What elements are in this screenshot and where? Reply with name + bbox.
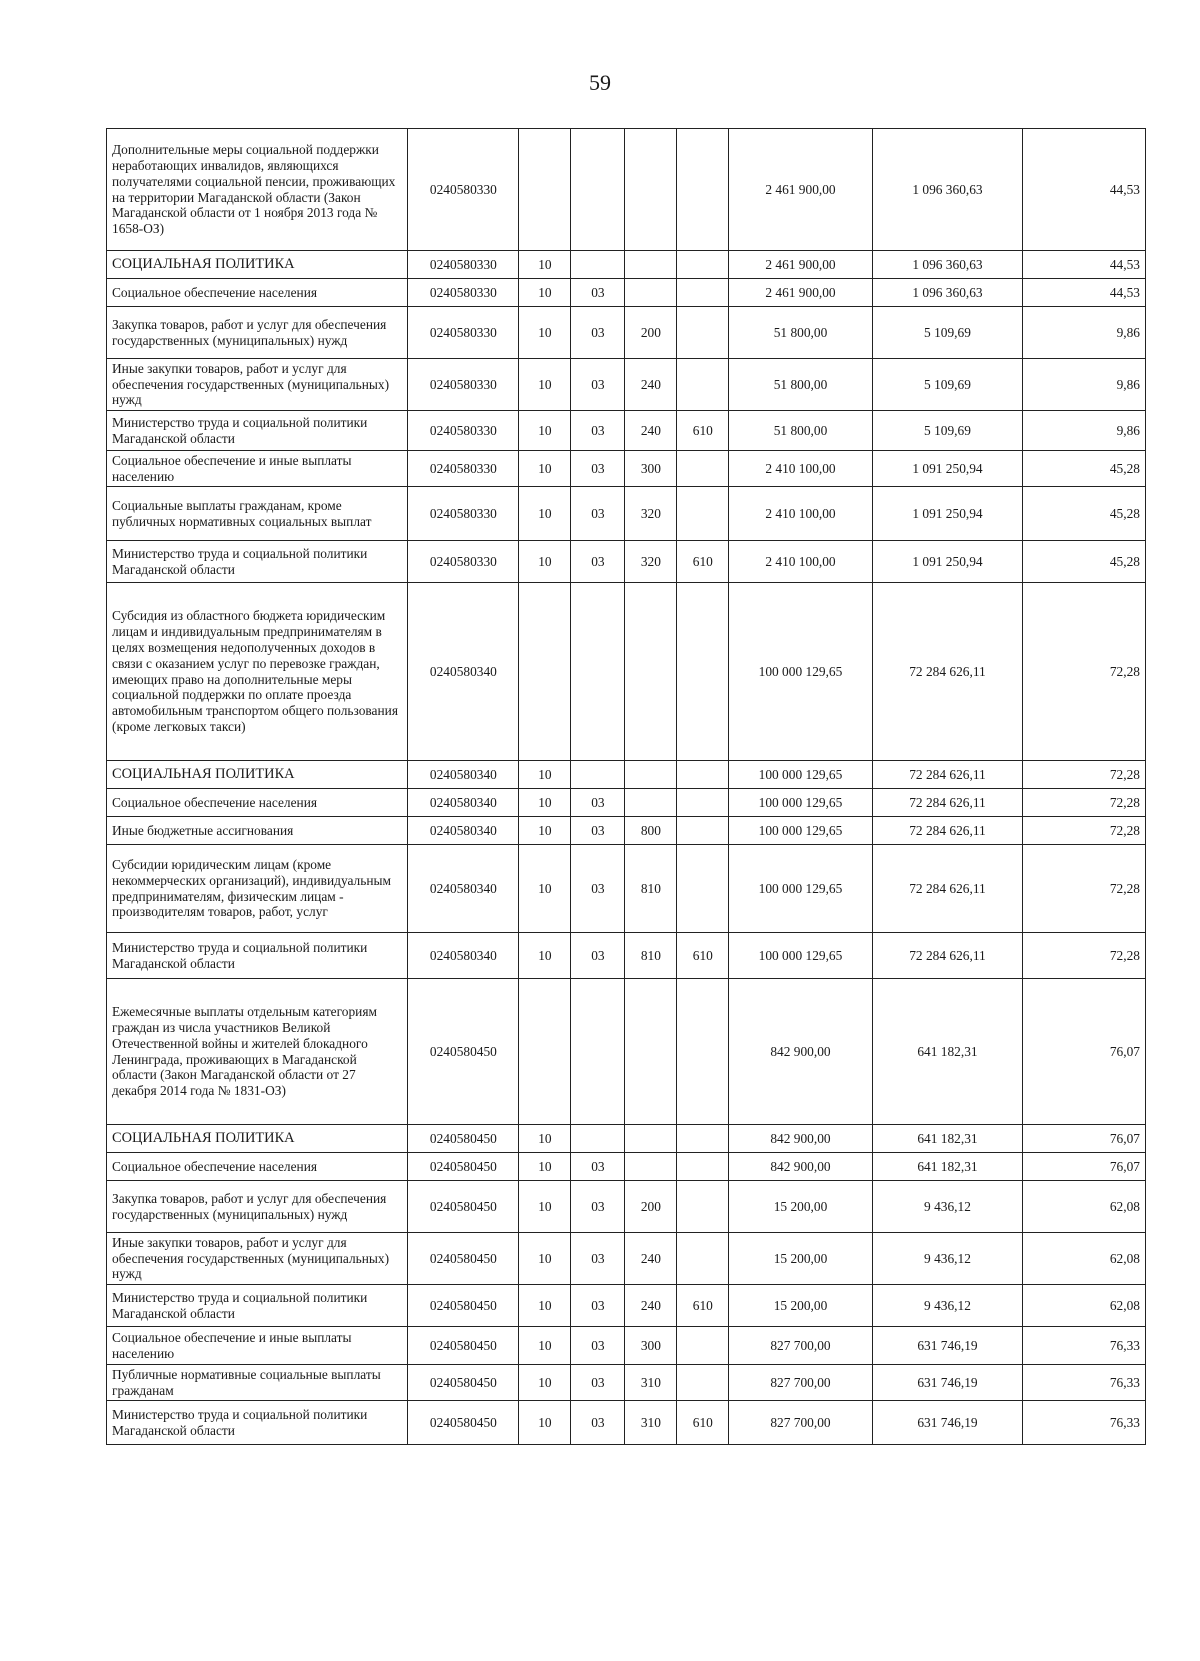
row-name: СОЦИАЛЬНАЯ ПОЛИТИКА	[107, 251, 408, 279]
table-row	[107, 789, 1146, 817]
execution-percent: 72,28	[1023, 845, 1146, 933]
executed-amount: 1 096 360,63	[872, 129, 1023, 251]
row-name: Ежемесячные выплаты отдельным категориям граждан из числа участников Великой Отечественной войны и жителей блокадного Ленинграда, проживающих в Магаданской области (Закон Магаданской области от 27 декабря 2014 года № 1831-ОЗ)	[107, 979, 408, 1125]
table-row	[107, 1401, 1146, 1445]
row-name: Иные бюджетные ассигнования	[107, 817, 408, 845]
execution-percent: 62,08	[1023, 1285, 1146, 1327]
row-name: Социальное обеспечение и иные выплаты населению	[107, 1327, 408, 1365]
planned-amount: 842 900,00	[729, 979, 872, 1125]
planned-amount: 100 000 129,65	[729, 761, 872, 789]
section-code: 10	[519, 845, 571, 933]
execution-percent: 62,08	[1023, 1181, 1146, 1233]
executed-amount: 5 109,69	[872, 307, 1023, 359]
target-article-code: 0240580450	[408, 1365, 519, 1401]
budget-execution-table	[106, 128, 1146, 1445]
planned-amount: 15 200,00	[729, 1233, 872, 1285]
execution-percent: 76,07	[1023, 1153, 1146, 1181]
section-code: 10	[519, 817, 571, 845]
subsection-code: 03	[571, 279, 625, 307]
execution-percent: 62,08	[1023, 1233, 1146, 1285]
section-code	[519, 583, 571, 761]
executed-amount: 641 182,31	[872, 1125, 1023, 1153]
table-row	[107, 129, 1146, 251]
planned-amount: 51 800,00	[729, 307, 872, 359]
expense-type-code: 300	[625, 1327, 677, 1365]
execution-percent: 72,28	[1023, 583, 1146, 761]
subsection-code	[571, 979, 625, 1125]
planned-amount: 51 800,00	[729, 359, 872, 411]
section-code: 10	[519, 411, 571, 451]
row-name: Социальное обеспечение и иные выплаты населению	[107, 451, 408, 487]
target-article-code: 0240580450	[408, 1327, 519, 1365]
target-article-code: 0240580450	[408, 1181, 519, 1233]
row-name: Социальное обеспечение населения	[107, 279, 408, 307]
target-article-code: 0240580450	[408, 1401, 519, 1445]
expense-type-code: 320	[625, 487, 677, 541]
section-code: 10	[519, 541, 571, 583]
planned-amount: 2 461 900,00	[729, 279, 872, 307]
planned-amount: 100 000 129,65	[729, 933, 872, 979]
expense-type-code: 240	[625, 359, 677, 411]
section-code: 10	[519, 761, 571, 789]
administrator-code	[677, 1233, 729, 1285]
execution-percent: 76,07	[1023, 1125, 1146, 1153]
table-row	[107, 541, 1146, 583]
administrator-code: 610	[677, 1285, 729, 1327]
execution-percent: 76,33	[1023, 1401, 1146, 1445]
administrator-code	[677, 359, 729, 411]
expense-type-code	[625, 129, 677, 251]
target-article-code: 0240580330	[408, 451, 519, 487]
planned-amount: 842 900,00	[729, 1125, 872, 1153]
section-code: 10	[519, 1181, 571, 1233]
section-code: 10	[519, 1153, 571, 1181]
expense-type-code: 300	[625, 451, 677, 487]
executed-amount: 9 436,12	[872, 1233, 1023, 1285]
administrator-code	[677, 1365, 729, 1401]
row-name: Субсидия из областного бюджета юридическим лицам и индивидуальным предпринимателям в целях возмещения недополученных доходов в связи с оказанием услуг по перевозке граждан, имеющих право на дополнительные меры социальной поддержки по оплате проезда автомобильным транспортом общего пользования (кроме легковых такси)	[107, 583, 408, 761]
table-row	[107, 845, 1146, 933]
execution-percent: 76,33	[1023, 1327, 1146, 1365]
section-code: 10	[519, 279, 571, 307]
section-code: 10	[519, 1327, 571, 1365]
expense-type-code: 800	[625, 817, 677, 845]
table-row	[107, 933, 1146, 979]
administrator-code: 610	[677, 1401, 729, 1445]
target-article-code: 0240580340	[408, 817, 519, 845]
executed-amount: 631 746,19	[872, 1327, 1023, 1365]
table-row	[107, 411, 1146, 451]
target-article-code: 0240580450	[408, 1285, 519, 1327]
target-article-code: 0240580450	[408, 979, 519, 1125]
subsection-code	[571, 129, 625, 251]
planned-amount: 827 700,00	[729, 1327, 872, 1365]
subsection-code: 03	[571, 845, 625, 933]
section-code: 10	[519, 1401, 571, 1445]
administrator-code	[677, 129, 729, 251]
row-name: Закупка товаров, работ и услуг для обеспечения государственных (муниципальных) нужд	[107, 307, 408, 359]
expense-type-code: 810	[625, 933, 677, 979]
planned-amount: 842 900,00	[729, 1153, 872, 1181]
section-code: 10	[519, 789, 571, 817]
section-code: 10	[519, 933, 571, 979]
target-article-code: 0240580330	[408, 307, 519, 359]
section-code: 10	[519, 487, 571, 541]
planned-amount: 2 410 100,00	[729, 487, 872, 541]
row-name: Социальные выплаты гражданам, кроме публичных нормативных социальных выплат	[107, 487, 408, 541]
table-row	[107, 1181, 1146, 1233]
executed-amount: 72 284 626,11	[872, 817, 1023, 845]
planned-amount: 827 700,00	[729, 1401, 872, 1445]
expense-type-code	[625, 761, 677, 789]
execution-percent: 72,28	[1023, 789, 1146, 817]
row-name: Иные закупки товаров, работ и услуг для обеспечения государственных (муниципальных) нужд	[107, 359, 408, 411]
execution-percent: 44,53	[1023, 279, 1146, 307]
table-row	[107, 1285, 1146, 1327]
expense-type-code: 200	[625, 307, 677, 359]
target-article-code: 0240580330	[408, 129, 519, 251]
expense-type-code	[625, 583, 677, 761]
execution-percent: 72,28	[1023, 817, 1146, 845]
table-row	[107, 1153, 1146, 1181]
executed-amount: 631 746,19	[872, 1365, 1023, 1401]
executed-amount: 1 091 250,94	[872, 487, 1023, 541]
table-row	[107, 761, 1146, 789]
target-article-code: 0240580340	[408, 933, 519, 979]
executed-amount: 641 182,31	[872, 1153, 1023, 1181]
subsection-code: 03	[571, 307, 625, 359]
expense-type-code	[625, 251, 677, 279]
section-code: 10	[519, 307, 571, 359]
administrator-code	[677, 487, 729, 541]
table-row	[107, 307, 1146, 359]
row-name: Министерство труда и социальной политики Магаданской области	[107, 1401, 408, 1445]
section-code: 10	[519, 1125, 571, 1153]
row-name: Министерство труда и социальной политики Магаданской области	[107, 933, 408, 979]
table-row	[107, 1233, 1146, 1285]
administrator-code	[677, 979, 729, 1125]
section-code: 10	[519, 251, 571, 279]
administrator-code	[677, 279, 729, 307]
executed-amount: 1 091 250,94	[872, 451, 1023, 487]
planned-amount: 2 461 900,00	[729, 129, 872, 251]
table-row	[107, 487, 1146, 541]
target-article-code: 0240580450	[408, 1233, 519, 1285]
execution-percent: 72,28	[1023, 933, 1146, 979]
table-row	[107, 359, 1146, 411]
section-code	[519, 979, 571, 1125]
table-row	[107, 451, 1146, 487]
administrator-code	[677, 1153, 729, 1181]
target-article-code: 0240580330	[408, 411, 519, 451]
expense-type-code	[625, 1153, 677, 1181]
row-name: Министерство труда и социальной политики Магаданской области	[107, 541, 408, 583]
executed-amount: 72 284 626,11	[872, 845, 1023, 933]
target-article-code: 0240580330	[408, 487, 519, 541]
execution-percent: 76,07	[1023, 979, 1146, 1125]
subsection-code: 03	[571, 1401, 625, 1445]
expense-type-code: 320	[625, 541, 677, 583]
expense-type-code: 240	[625, 1233, 677, 1285]
planned-amount: 100 000 129,65	[729, 817, 872, 845]
administrator-code	[677, 1125, 729, 1153]
subsection-code: 03	[571, 789, 625, 817]
table-row	[107, 1327, 1146, 1365]
execution-percent: 45,28	[1023, 451, 1146, 487]
execution-percent: 9,86	[1023, 307, 1146, 359]
administrator-code	[677, 251, 729, 279]
executed-amount: 72 284 626,11	[872, 583, 1023, 761]
expense-type-code	[625, 789, 677, 817]
subsection-code: 03	[571, 1327, 625, 1365]
section-code: 10	[519, 359, 571, 411]
subsection-code: 03	[571, 487, 625, 541]
subsection-code: 03	[571, 411, 625, 451]
executed-amount: 9 436,12	[872, 1285, 1023, 1327]
target-article-code: 0240580340	[408, 845, 519, 933]
target-article-code: 0240580330	[408, 251, 519, 279]
executed-amount: 72 284 626,11	[872, 933, 1023, 979]
subsection-code: 03	[571, 1233, 625, 1285]
administrator-code	[677, 789, 729, 817]
planned-amount: 2 410 100,00	[729, 541, 872, 583]
execution-percent: 44,53	[1023, 251, 1146, 279]
executed-amount: 5 109,69	[872, 359, 1023, 411]
planned-amount: 100 000 129,65	[729, 845, 872, 933]
planned-amount: 15 200,00	[729, 1181, 872, 1233]
administrator-code	[677, 583, 729, 761]
expense-type-code	[625, 979, 677, 1125]
executed-amount: 9 436,12	[872, 1181, 1023, 1233]
planned-amount: 2 461 900,00	[729, 251, 872, 279]
expense-type-code: 240	[625, 411, 677, 451]
table-row	[107, 251, 1146, 279]
execution-percent: 45,28	[1023, 541, 1146, 583]
subsection-code: 03	[571, 1285, 625, 1327]
section-code: 10	[519, 1365, 571, 1401]
table-body	[107, 129, 1146, 1445]
executed-amount: 631 746,19	[872, 1401, 1023, 1445]
table-row	[107, 1365, 1146, 1401]
execution-percent: 44,53	[1023, 129, 1146, 251]
expense-type-code	[625, 279, 677, 307]
executed-amount: 72 284 626,11	[872, 789, 1023, 817]
subsection-code: 03	[571, 1365, 625, 1401]
subsection-code	[571, 251, 625, 279]
subsection-code: 03	[571, 817, 625, 845]
row-name: Иные закупки товаров, работ и услуг для обеспечения государственных (муниципальных) нужд	[107, 1233, 408, 1285]
target-article-code: 0240580450	[408, 1153, 519, 1181]
administrator-code	[677, 761, 729, 789]
row-name: Министерство труда и социальной политики Магаданской области	[107, 411, 408, 451]
planned-amount: 51 800,00	[729, 411, 872, 451]
table-row	[107, 583, 1146, 761]
planned-amount: 2 410 100,00	[729, 451, 872, 487]
table-row	[107, 1125, 1146, 1153]
expense-type-code: 310	[625, 1401, 677, 1445]
execution-percent: 76,33	[1023, 1365, 1146, 1401]
administrator-code	[677, 307, 729, 359]
administrator-code: 610	[677, 411, 729, 451]
administrator-code	[677, 451, 729, 487]
expense-type-code: 810	[625, 845, 677, 933]
executed-amount: 1 096 360,63	[872, 279, 1023, 307]
section-code: 10	[519, 1233, 571, 1285]
row-name: СОЦИАЛЬНАЯ ПОЛИТИКА	[107, 1125, 408, 1153]
executed-amount: 5 109,69	[872, 411, 1023, 451]
executed-amount: 72 284 626,11	[872, 761, 1023, 789]
table-row	[107, 817, 1146, 845]
administrator-code	[677, 1327, 729, 1365]
executed-amount: 1 096 360,63	[872, 251, 1023, 279]
executed-amount: 641 182,31	[872, 979, 1023, 1125]
row-name: Закупка товаров, работ и услуг для обеспечения государственных (муниципальных) нужд	[107, 1181, 408, 1233]
expense-type-code: 200	[625, 1181, 677, 1233]
execution-percent: 9,86	[1023, 411, 1146, 451]
row-name: Министерство труда и социальной политики Магаданской области	[107, 1285, 408, 1327]
section-code	[519, 129, 571, 251]
planned-amount: 100 000 129,65	[729, 583, 872, 761]
target-article-code: 0240580330	[408, 359, 519, 411]
row-name: Социальное обеспечение населения	[107, 1153, 408, 1181]
planned-amount: 15 200,00	[729, 1285, 872, 1327]
target-article-code: 0240580340	[408, 583, 519, 761]
planned-amount: 100 000 129,65	[729, 789, 872, 817]
target-article-code: 0240580450	[408, 1125, 519, 1153]
expense-type-code	[625, 1125, 677, 1153]
subsection-code: 03	[571, 359, 625, 411]
planned-amount: 827 700,00	[729, 1365, 872, 1401]
subsection-code: 03	[571, 451, 625, 487]
target-article-code: 0240580330	[408, 541, 519, 583]
administrator-code: 610	[677, 933, 729, 979]
target-article-code: 0240580340	[408, 761, 519, 789]
target-article-code: 0240580340	[408, 789, 519, 817]
expense-type-code: 310	[625, 1365, 677, 1401]
subsection-code	[571, 583, 625, 761]
administrator-code	[677, 1181, 729, 1233]
row-name: Дополнительные меры социальной поддержки неработающих инвалидов, являющихся получателями социальной пенсии, проживающих на территории Магаданской области (Закон Магаданской области от 1 ноября 2013 года № 1658-ОЗ)	[107, 129, 408, 251]
execution-percent: 45,28	[1023, 487, 1146, 541]
row-name: Социальное обеспечение населения	[107, 789, 408, 817]
subsection-code: 03	[571, 1181, 625, 1233]
administrator-code	[677, 845, 729, 933]
subsection-code: 03	[571, 933, 625, 979]
row-name: Субсидии юридическим лицам (кроме некоммерческих организаций), индивидуальным предпринимателям, физическим лицам - производителям товаров, работ, услуг	[107, 845, 408, 933]
execution-percent: 9,86	[1023, 359, 1146, 411]
table-row	[107, 279, 1146, 307]
target-article-code: 0240580330	[408, 279, 519, 307]
administrator-code: 610	[677, 541, 729, 583]
administrator-code	[677, 817, 729, 845]
subsection-code: 03	[571, 1153, 625, 1181]
row-name: Публичные нормативные социальные выплаты гражданам	[107, 1365, 408, 1401]
subsection-code	[571, 761, 625, 789]
page-number: 59	[589, 70, 611, 95]
row-name: СОЦИАЛЬНАЯ ПОЛИТИКА	[107, 761, 408, 789]
executed-amount: 1 091 250,94	[872, 541, 1023, 583]
subsection-code: 03	[571, 541, 625, 583]
expense-type-code: 240	[625, 1285, 677, 1327]
section-code: 10	[519, 451, 571, 487]
execution-percent: 72,28	[1023, 761, 1146, 789]
section-code: 10	[519, 1285, 571, 1327]
table-row	[107, 979, 1146, 1125]
subsection-code	[571, 1125, 625, 1153]
